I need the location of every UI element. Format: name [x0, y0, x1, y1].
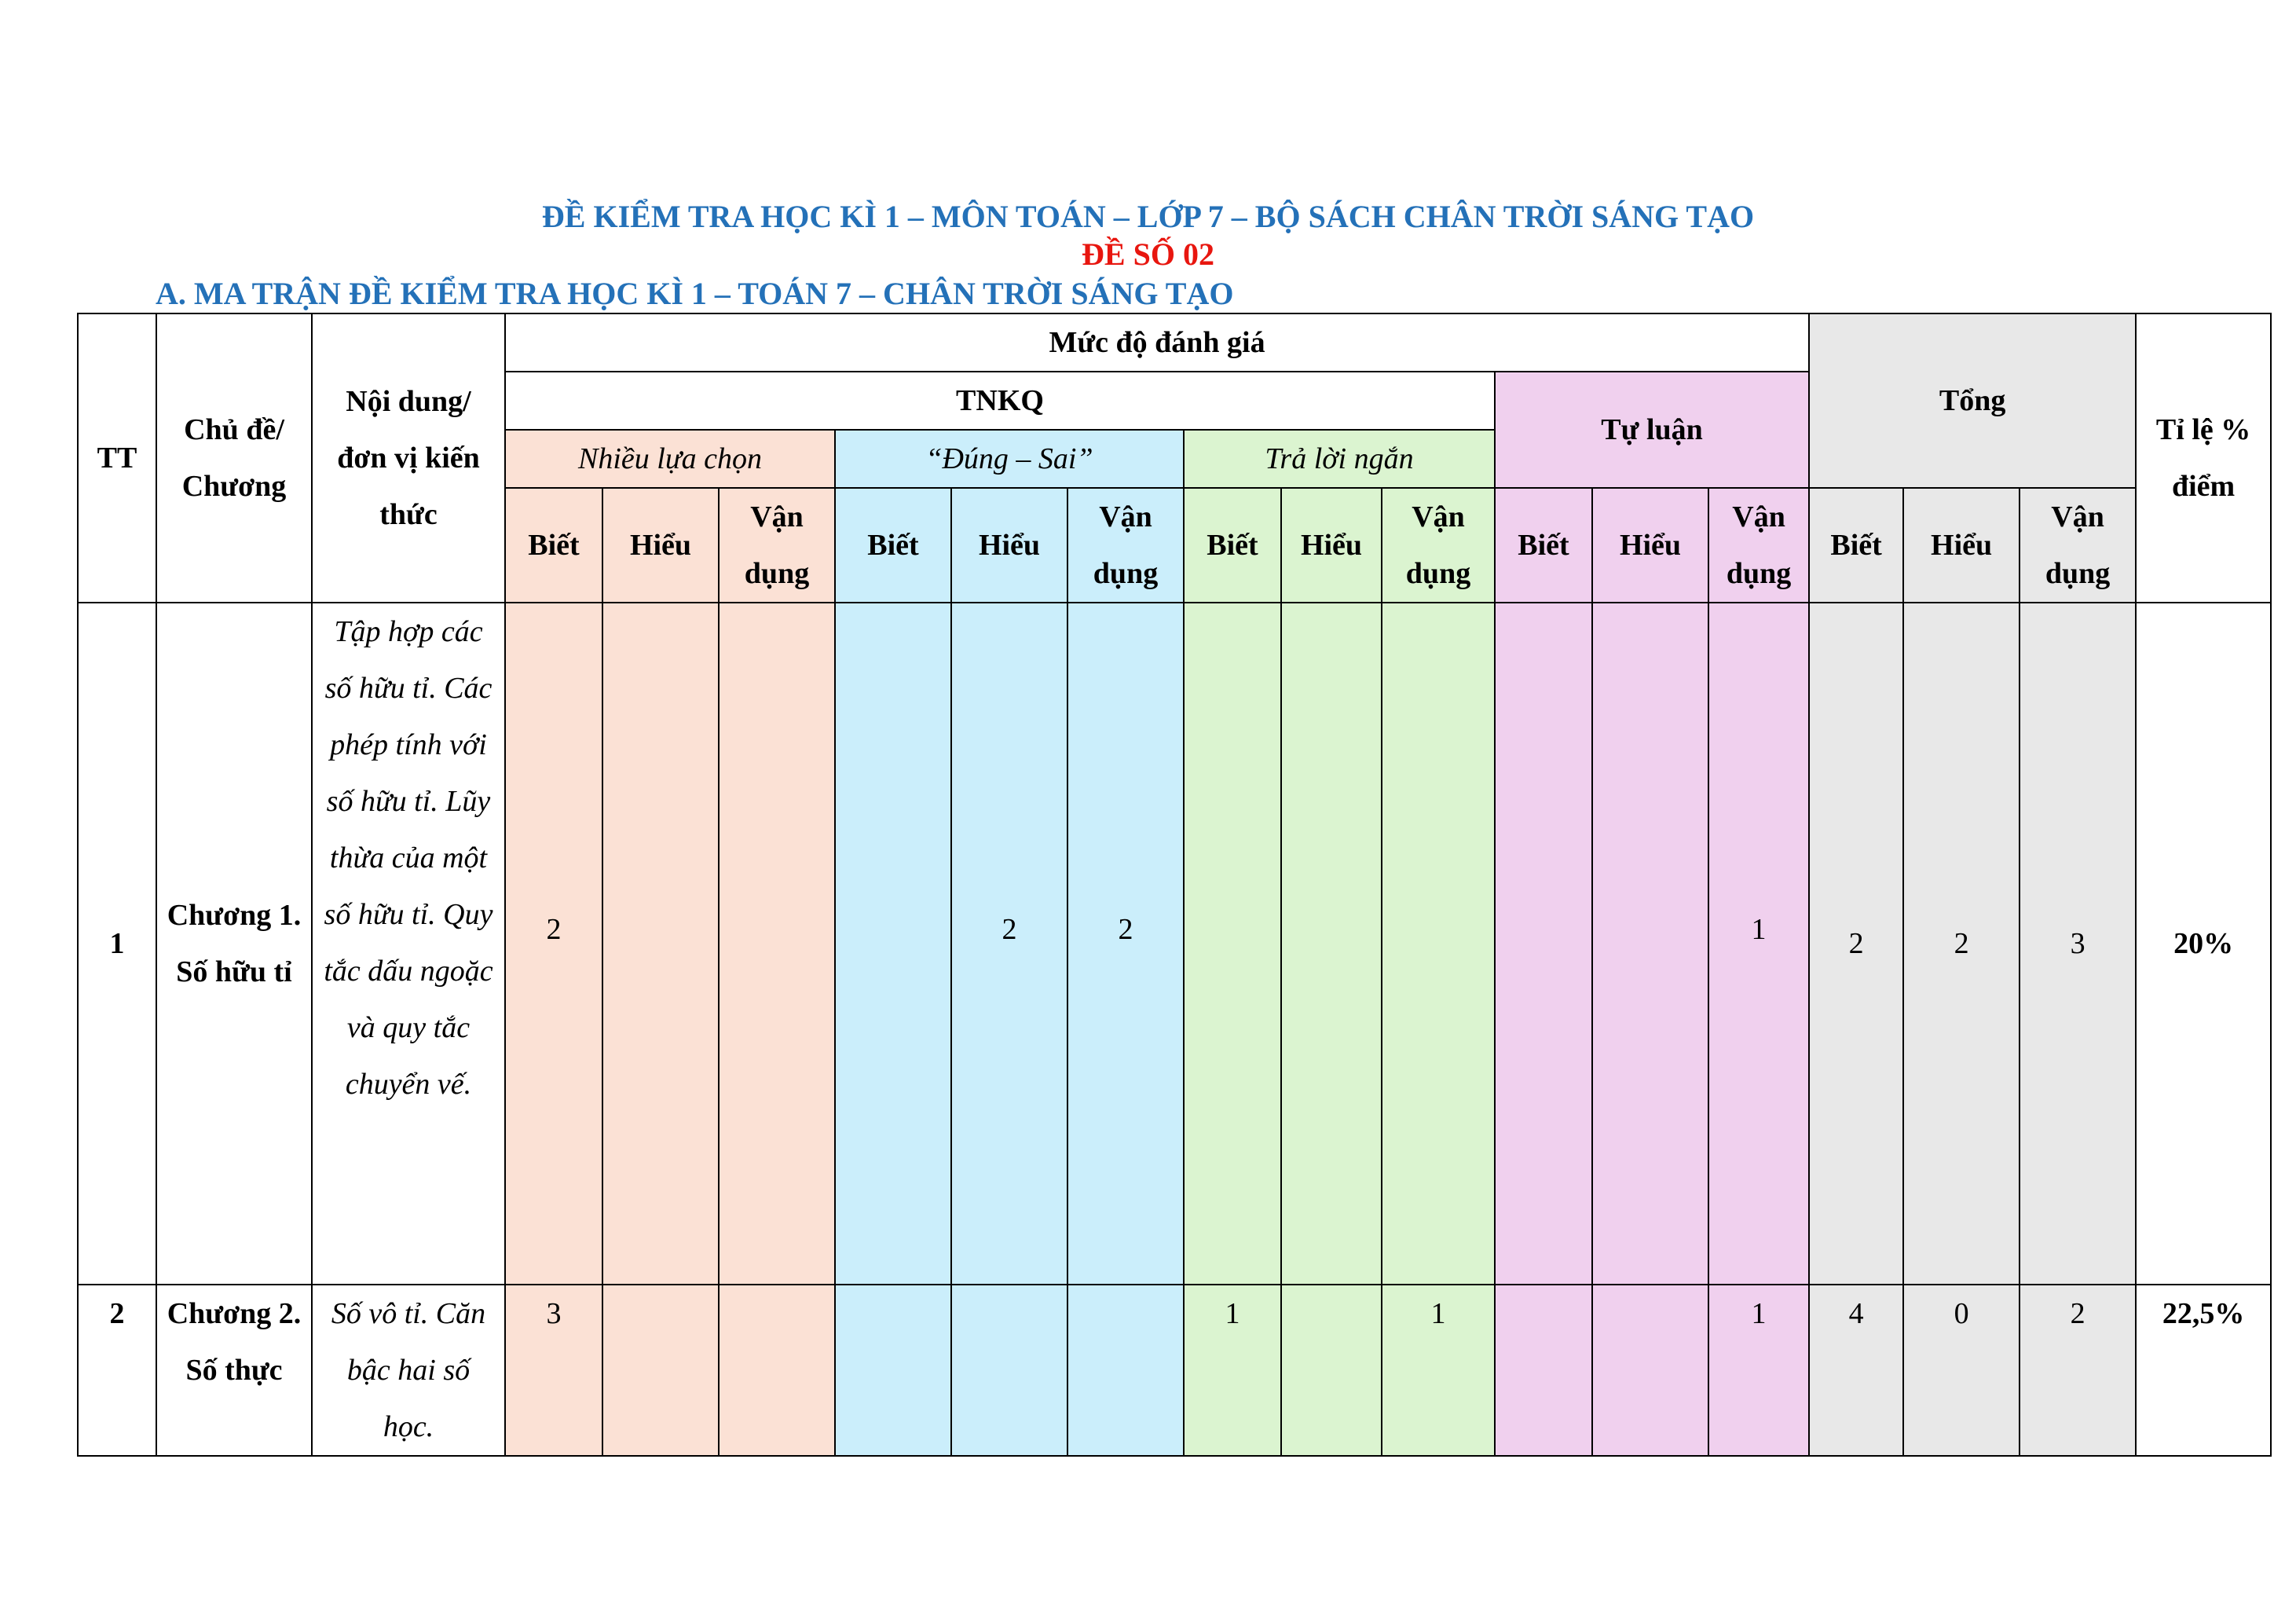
level-apply: Vận dụng — [719, 488, 835, 603]
cell-essay-understand — [1592, 603, 1708, 1285]
document-title: ĐỀ KIỂM TRA HỌC KÌ 1 – MÔN TOÁN – LỚP 7 – BỘ SÁCH CHÂN TRỜI SÁNG TẠO — [541, 199, 1755, 234]
cell-tf-know — [835, 1285, 951, 1456]
header-tt: TT — [78, 313, 156, 603]
cell-sa-apply: 1 — [1382, 1285, 1495, 1456]
row-tt: 2 — [78, 1285, 156, 1456]
header-topic: Chủ đề/ Chương — [156, 313, 312, 603]
cell-mc-understand — [602, 603, 719, 1285]
cell-tf-understand — [951, 1285, 1067, 1456]
level-know: Biết — [1809, 488, 1903, 603]
cell-total-understand: 0 — [1903, 1285, 2020, 1456]
cell-sa-understand — [1281, 603, 1382, 1285]
row-tt: 1 — [78, 603, 156, 1285]
level-apply: Vận dụng — [1382, 488, 1495, 603]
cell-percent: 20% — [2136, 603, 2271, 1285]
header-multiple-choice: Nhiều lựa chọn — [505, 430, 835, 488]
level-apply: Vận dụng — [2020, 488, 2136, 603]
row-topic: Chương 1. Số hữu tỉ — [156, 603, 312, 1285]
level-apply: Vận dụng — [1067, 488, 1184, 603]
exam-number: ĐỀ SỐ 02 — [1082, 236, 1214, 272]
cell-sa-understand — [1281, 1285, 1382, 1456]
cell-total-apply: 3 — [2020, 603, 2136, 1285]
level-understand: Hiểu — [1903, 488, 2020, 603]
header-percent: Tỉ lệ % điểm — [2136, 313, 2271, 603]
row-topic: Chương 2. Số thực — [156, 1285, 312, 1456]
cell-essay-know — [1495, 1285, 1592, 1456]
cell-essay-know — [1495, 603, 1592, 1285]
level-know: Biết — [1495, 488, 1592, 603]
cell-mc-apply — [719, 603, 835, 1285]
cell-sa-know — [1184, 603, 1281, 1285]
cell-total-know: 2 — [1809, 603, 1903, 1285]
table-row — [78, 603, 2271, 1285]
cell-tf-apply: 2 — [1067, 603, 1184, 1285]
level-know: Biết — [1184, 488, 1281, 603]
level-know: Biết — [835, 488, 951, 603]
cell-mc-understand — [602, 1285, 719, 1456]
header-essay: Tự luận — [1495, 372, 1809, 488]
cell-mc-know: 2 — [505, 603, 602, 1285]
cell-total-understand: 2 — [1903, 603, 2020, 1285]
cell-total-apply: 2 — [2020, 1285, 2136, 1456]
level-understand: Hiểu — [951, 488, 1067, 603]
level-know: Biết — [505, 488, 602, 603]
cell-essay-apply: 1 — [1708, 603, 1809, 1285]
cell-tf-apply — [1067, 1285, 1184, 1456]
header-tnkq: TNKQ — [505, 372, 1495, 430]
cell-essay-apply: 1 — [1708, 1285, 1809, 1456]
row-content: Số vô tỉ. Căn bậc hai số học. — [312, 1285, 505, 1456]
row-content: Tập hợp các số hữu tỉ. Các phép tính với số hữu tỉ. Lũy thừa của một số hữu tỉ. Quy tắc dấu ngoặc và quy tắc chuyển vế. — [312, 603, 505, 1285]
level-understand: Hiểu — [602, 488, 719, 603]
table-row — [78, 1285, 2271, 1456]
cell-percent: 22,5% — [2136, 1285, 2271, 1456]
header-total: Tổng — [1809, 313, 2136, 488]
header-content: Nội dung/ đơn vị kiến thức — [312, 313, 505, 603]
cell-tf-know — [835, 603, 951, 1285]
cell-mc-know: 3 — [505, 1285, 602, 1456]
header-short-answer: Trả lời ngắn — [1184, 430, 1495, 488]
section-heading: A. MA TRẬN ĐỀ KIỂM TRA HỌC KÌ 1 – TOÁN 7 – CHÂN TRỜI SÁNG TẠO — [156, 276, 1234, 311]
header-true-false: “Đúng – Sai” — [835, 430, 1184, 488]
header-assessment-level: Mức độ đánh giá — [505, 313, 1809, 372]
cell-sa-know: 1 — [1184, 1285, 1281, 1456]
cell-sa-apply — [1382, 603, 1495, 1285]
level-understand: Hiểu — [1592, 488, 1708, 603]
cell-tf-understand: 2 — [951, 603, 1067, 1285]
cell-total-know: 4 — [1809, 1285, 1903, 1456]
exam-matrix-table — [77, 313, 2272, 1457]
level-understand: Hiểu — [1281, 488, 1382, 603]
level-apply: Vận dụng — [1708, 488, 1809, 603]
cell-essay-understand — [1592, 1285, 1708, 1456]
cell-mc-apply — [719, 1285, 835, 1456]
